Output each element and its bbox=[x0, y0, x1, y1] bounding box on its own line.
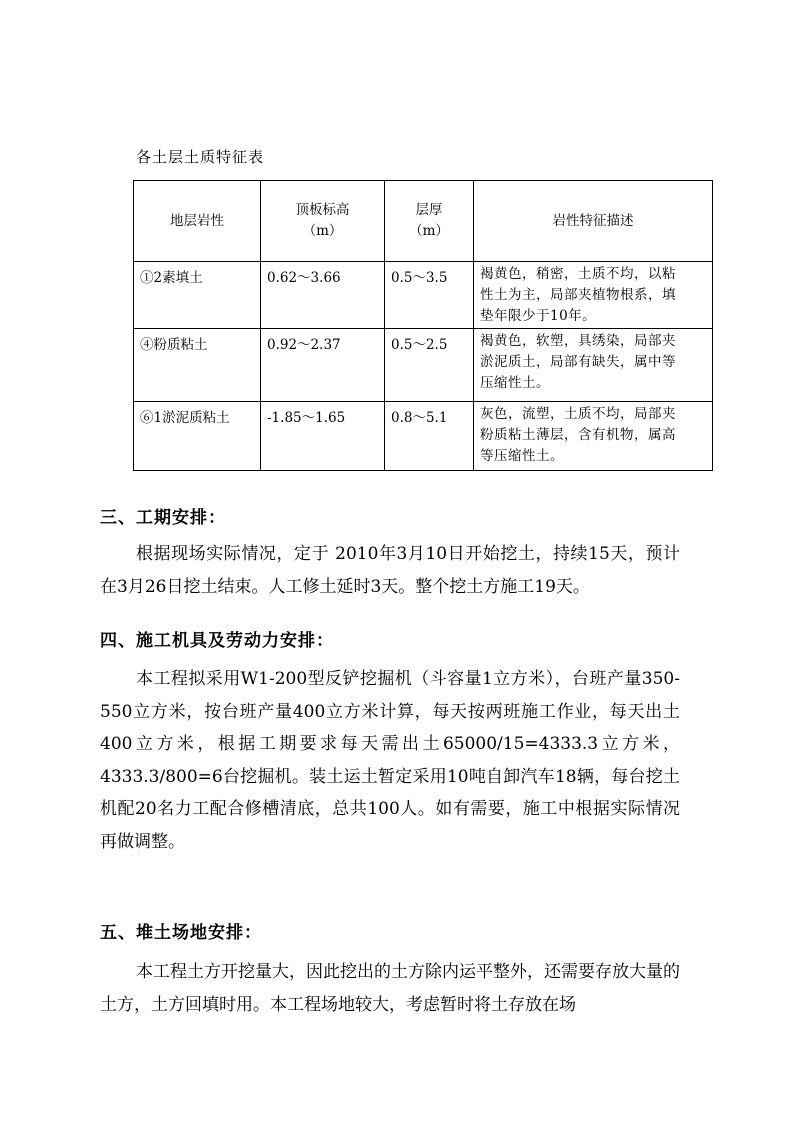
cell-elevation: 0.62～3.66 bbox=[261, 262, 385, 329]
cell-description bbox=[474, 402, 713, 471]
description-line: 性土为主，局部夹植物根系，填 bbox=[480, 287, 676, 303]
header-elevation-unit: （m） bbox=[302, 223, 343, 239]
section-heading-schedule: 三、工期安排： bbox=[100, 508, 226, 528]
table-row bbox=[134, 329, 713, 402]
section-body-spoil-area bbox=[100, 956, 680, 1021]
cell-description bbox=[474, 329, 713, 402]
paragraph: 根据现场实际情况，定于 2010年3月10日开始挖土，持续15天，预计在3月26日挖土结束。人工修土延时3天。整个挖土方施工19天。 bbox=[100, 544, 680, 597]
cell-elevation: 0.92～2.37 bbox=[261, 329, 385, 402]
cell-layer: ①2素填土 bbox=[134, 262, 261, 329]
paragraph: 本工程拟采用W1-200型反铲挖掘机（斗容量1立方米），台班产量350-550立方米，按台班产量400立方米计算，每天按两班施工作业，每天出土400立方米，根据工期要求每天需出土65000/15=4333.3立方米，4333.3/800=6台挖掘机。装土运土暂定采用10吨自卸汽车18辆，每台挖土机配20名力工配合修槽清底，总共100人。如有需要，施工中根据实际情况再做调整。 bbox=[100, 669, 680, 852]
section-heading-spoil-area: 五、堆土场地安排： bbox=[100, 923, 262, 943]
description-line: 等压缩性土。 bbox=[480, 448, 564, 464]
header-thickness-label: 层厚 bbox=[415, 202, 443, 218]
description-line: 粉质粘土薄层，含有机物，属高 bbox=[480, 427, 676, 443]
section-body-equipment bbox=[100, 663, 680, 858]
description-line: 褐黄色，稍密，土质不均，以粘 bbox=[480, 266, 676, 282]
cell-thickness: 0.5～3.5 bbox=[385, 262, 474, 329]
header-elevation bbox=[261, 181, 385, 262]
cell-thickness: 0.5～2.5 bbox=[385, 329, 474, 402]
header-description: 岩性特征描述 bbox=[474, 181, 713, 262]
section-body-schedule bbox=[100, 538, 680, 603]
section-heading-equipment: 四、施工机具及劳动力安排： bbox=[100, 631, 334, 651]
description-line: 淤泥质土，局部有缺失，属中等 bbox=[480, 354, 676, 370]
header-elevation-label: 顶板标高 bbox=[295, 202, 350, 218]
cell-description bbox=[474, 262, 713, 329]
cell-layer: ⑥1淤泥质粘土 bbox=[134, 402, 261, 471]
description-line: 灰色，流塑，土质不均，局部夹 bbox=[480, 406, 676, 422]
cell-elevation: -1.85～1.65 bbox=[261, 402, 385, 471]
header-thickness-unit: （m） bbox=[409, 223, 449, 239]
cell-layer: ④粉质粘土 bbox=[134, 329, 261, 402]
paragraph: 本工程土方开挖量大，因此挖出的土方除内运平整外，还需要存放大量的土方，土方回填时用。本工程场地较大，考虑暂时将土存放在场 bbox=[100, 962, 680, 1015]
table-caption: 各土层土质特征表 bbox=[136, 148, 265, 166]
cell-thickness: 0.8～5.1 bbox=[385, 402, 474, 471]
table-row bbox=[134, 262, 713, 329]
description-line: 压缩性土。 bbox=[480, 375, 550, 391]
header-layer: 地层岩性 bbox=[134, 181, 261, 262]
description-line: 垫年限少于10年。 bbox=[480, 308, 597, 324]
soil-properties-table bbox=[133, 180, 713, 471]
header-thickness bbox=[385, 181, 474, 262]
description-line: 褐黄色，软塑，具绣染，局部夹 bbox=[480, 333, 676, 349]
table-row bbox=[134, 402, 713, 471]
table-header-row bbox=[134, 181, 713, 262]
